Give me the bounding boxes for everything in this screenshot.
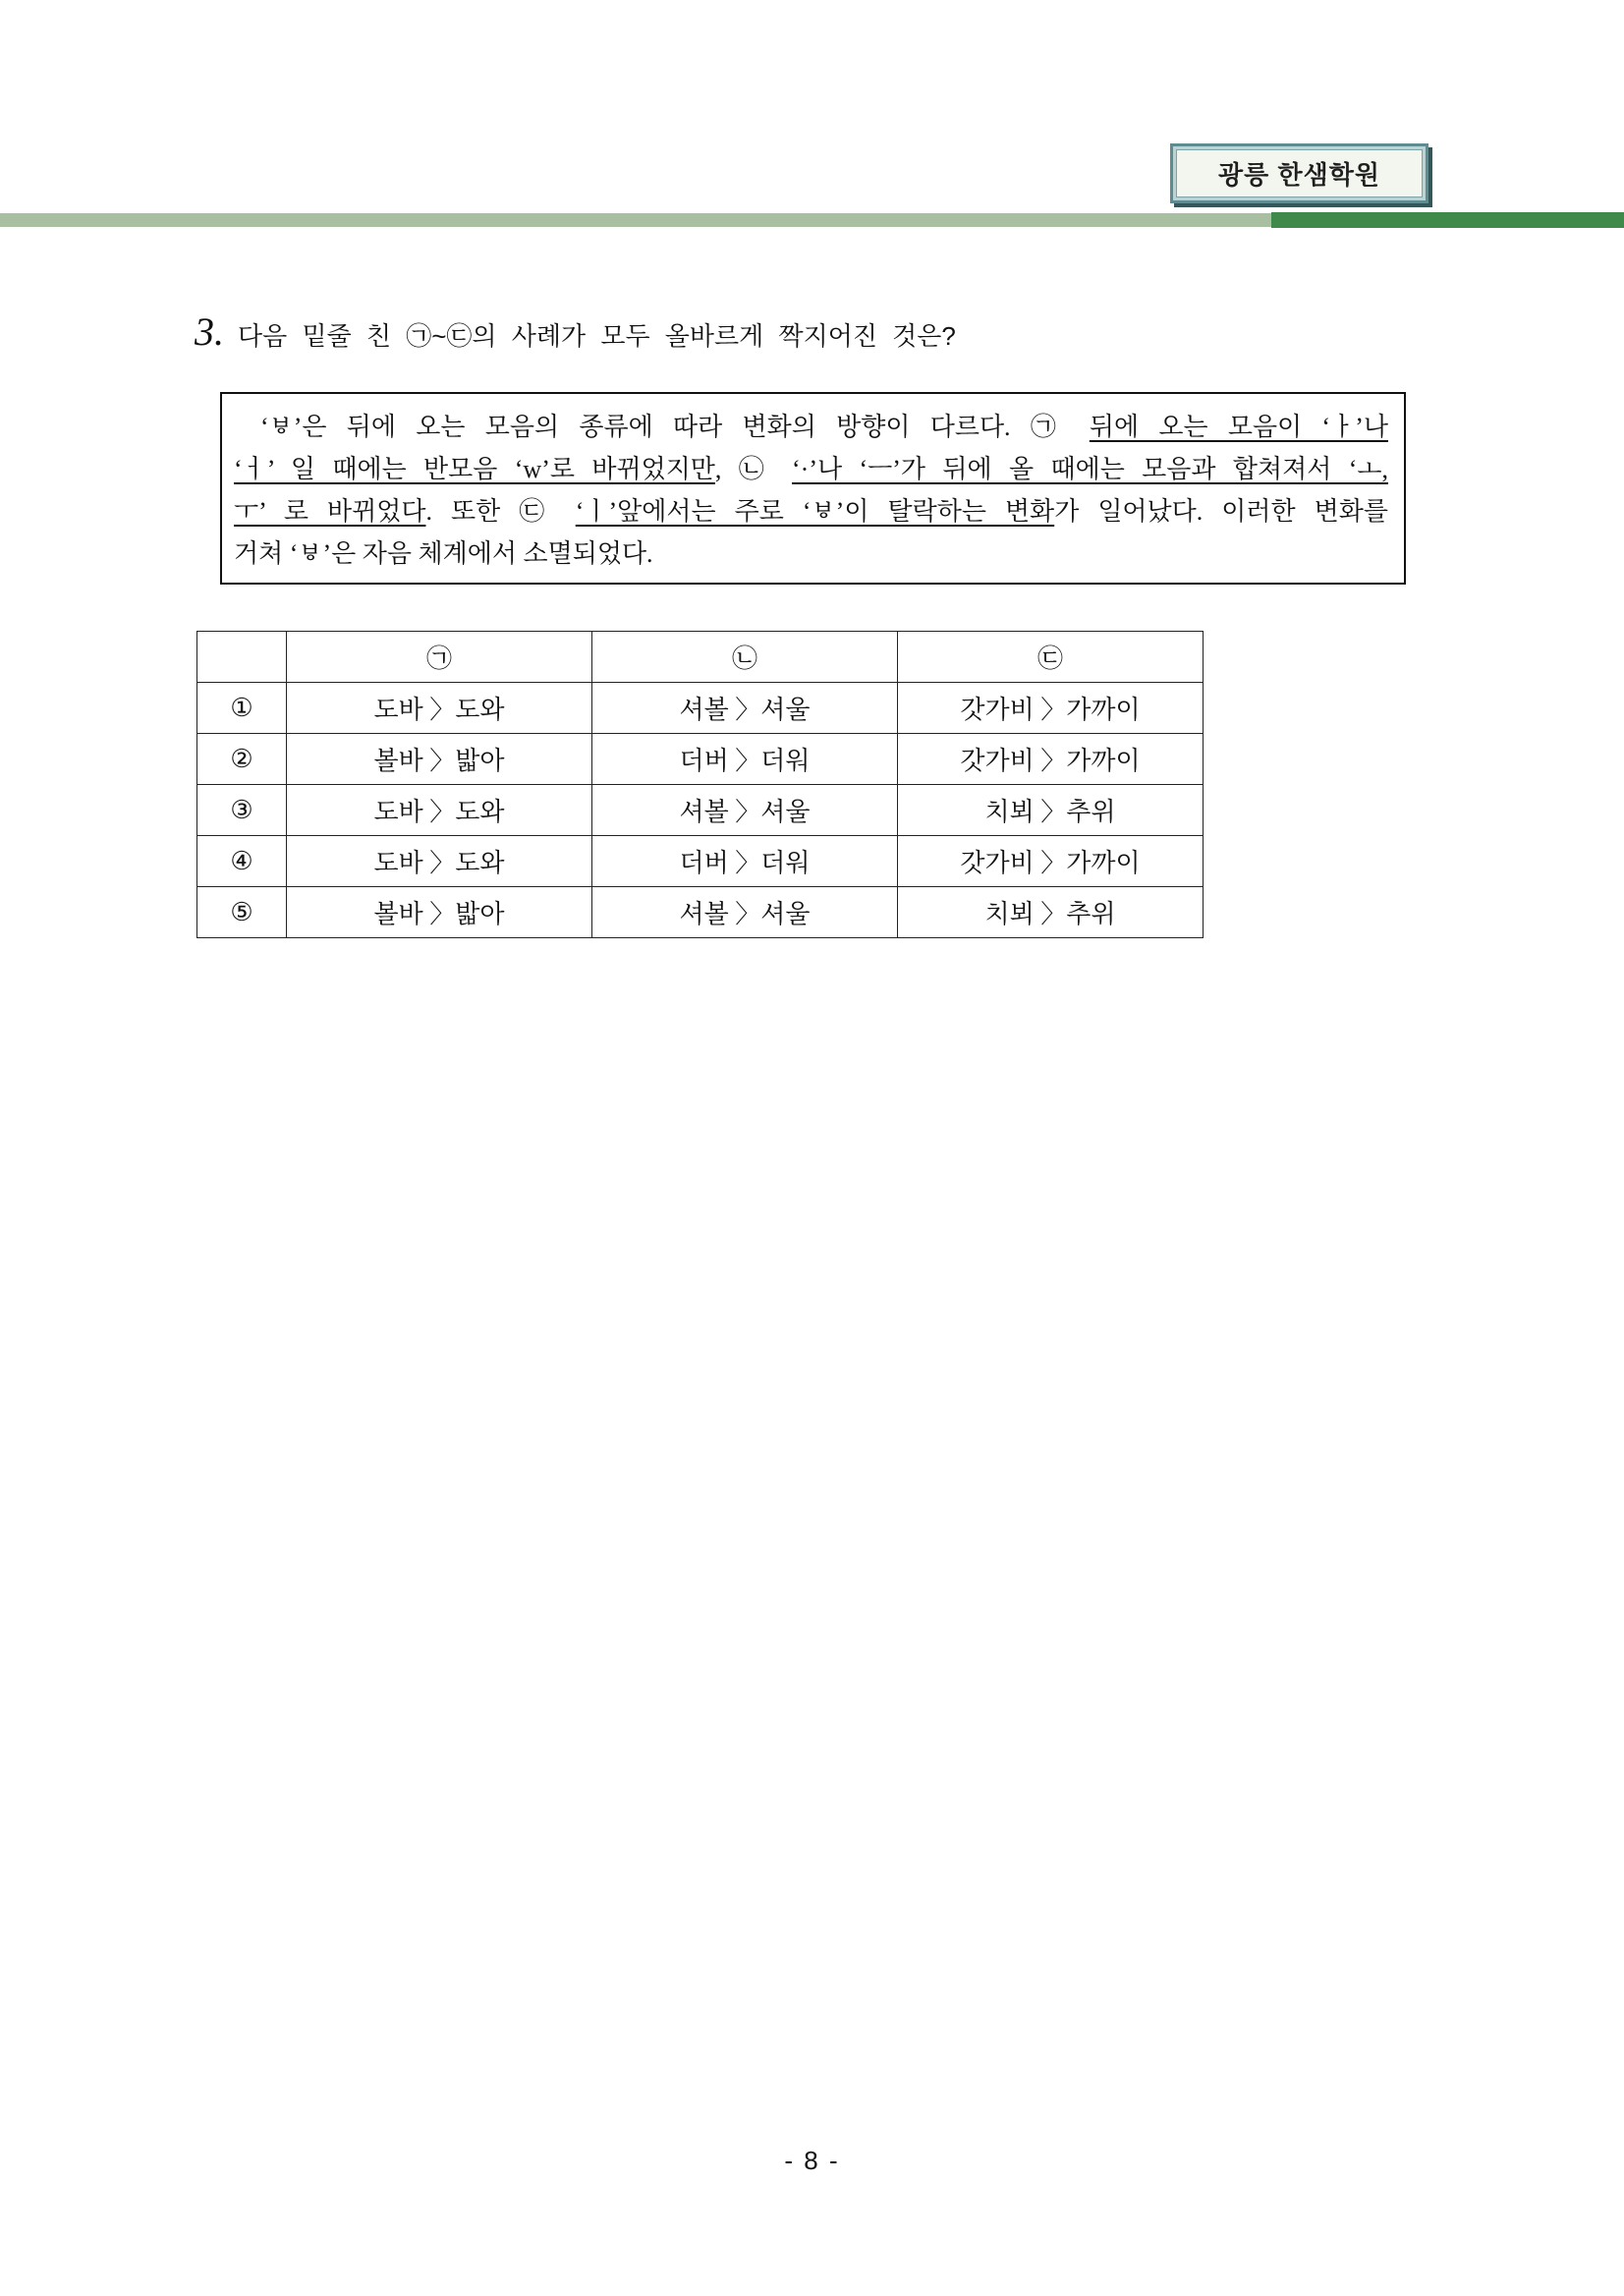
passage-line-4: [234, 532, 1388, 575]
passage-line-2: [234, 448, 1388, 490]
table-row: [197, 785, 1204, 836]
header-cell-a: ㉠: [287, 632, 592, 683]
choice-number: ④: [197, 836, 287, 887]
passage-text: , ㉡: [714, 455, 793, 483]
header-bar-light: [0, 213, 1271, 227]
table-row: [197, 683, 1204, 734]
academy-badge: 광릉 한샘학원: [1170, 143, 1428, 203]
choice-number: ②: [197, 734, 287, 785]
table-cell: 갓가비 〉가까이: [898, 836, 1204, 887]
passage-text: 가 일어났다. 이러한 변화를: [1054, 497, 1388, 526]
header-cell-b: ㉡: [592, 632, 898, 683]
underline-c: ‘ㅣ’앞에서는 주로 ‘ㅸ’이 탈락하는 변화: [575, 497, 1055, 526]
underline-b: ‘·’나 ‘ㅡ’가 뒤에 올 때에는 모음과 합쳐져서 ‘ㅗ,: [792, 455, 1388, 483]
table-cell: 갓가비 〉가까이: [898, 683, 1204, 734]
passage-text: . 또한 ㉢: [425, 497, 576, 526]
table-cell: 도바 〉도와: [287, 785, 592, 836]
table-cell: 셔볼 〉셔울: [592, 887, 898, 938]
header-bar-dark: [1271, 212, 1624, 228]
header-cell-c: ㉢: [898, 632, 1204, 683]
answer-choices-table: [196, 631, 1204, 938]
table-header-row: [197, 632, 1204, 683]
table-cell: 치뵈 〉추위: [898, 887, 1204, 938]
table-row: [197, 887, 1204, 938]
table-cell: 갓가비 〉가까이: [898, 734, 1204, 785]
table-cell: 더버 〉더워: [592, 836, 898, 887]
table-cell: 셔볼 〉셔울: [592, 683, 898, 734]
choice-number: ③: [197, 785, 287, 836]
underline-a: ‘ㅓ’ 일 때에는 반모음 ‘w’로 바뀌었지만: [234, 455, 715, 483]
passage-line-3: [234, 490, 1388, 532]
table-row: [197, 734, 1204, 785]
passage-text: 거쳐 ‘ㅸ’은 자음 체계에서 소멸되었다.: [234, 539, 653, 568]
passage-text: ‘ㅸ’은 뒤에 오는 모음의 종류에 따라 변화의 방향이 다르다. ㉠: [260, 413, 1090, 441]
table-cell: 셔볼 〉셔울: [592, 785, 898, 836]
question-line: [195, 308, 956, 358]
table-cell: 도바 〉도와: [287, 683, 592, 734]
underline-b: ㅜ’ 로 바뀌었다: [234, 497, 426, 526]
table-cell: 도바 〉도와: [287, 836, 592, 887]
choice-number: ①: [197, 683, 287, 734]
table-corner-cell: [197, 632, 287, 683]
passage-box: [220, 392, 1406, 585]
question-number: 3.: [195, 309, 224, 354]
passage-line-1: [234, 406, 1388, 448]
underline-a: 뒤에 오는 모음이 ‘ㅏ’나: [1089, 413, 1388, 441]
choice-number: ⑤: [197, 887, 287, 938]
question-text: 다음 밑줄 친 ㉠~㉢의 사례가 모두 올바르게 짝지어진 것은?: [238, 321, 956, 351]
table-cell: 치뵈 〉추위: [898, 785, 1204, 836]
table-cell: 볼바 〉밟아: [287, 734, 592, 785]
page-number: - 8 -: [784, 2146, 840, 2175]
table-cell: 볼바 〉밟아: [287, 887, 592, 938]
table-cell: 더버 〉더워: [592, 734, 898, 785]
table-row: [197, 836, 1204, 887]
